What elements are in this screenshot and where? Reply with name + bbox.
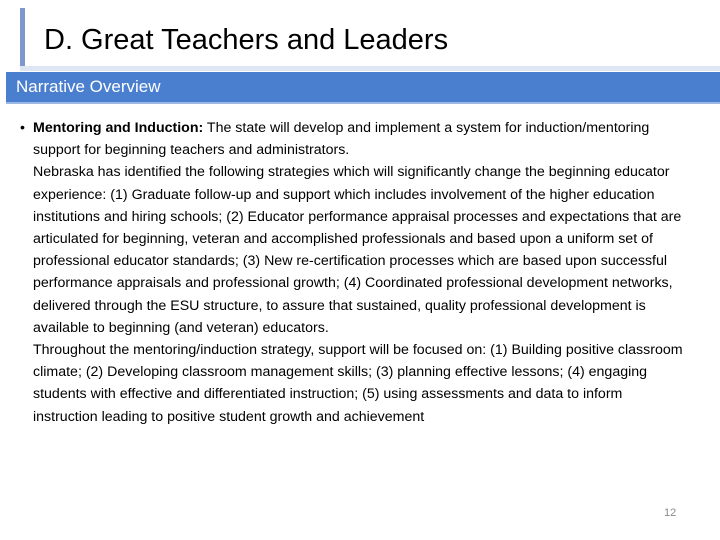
paragraph-text: The state will develop and implement a system for induction/mentoring support for beginning teachers and administrators. — [33, 120, 650, 159]
title-accent-bar — [20, 8, 25, 66]
page-number: 12 — [664, 507, 677, 519]
focus-paragraph: Throughout the mentoring/induction strategy, support will be focused on: (1) Building positive classroom climate; (2) Developing classroom management skills; (3) planning effective lessons; (4) engaging students with effective and differentiated instruction; (5) using assessments and data to inform instruction leading to positive student growth and achievement — [33, 342, 683, 425]
strategies-paragraph: Nebraska has identified the following strategies which will significantly change the beginning educator experience: (1) Graduate follow-up and support which includes involvement of the higher education institutions and hiring schools; (2) Educator performance appraisal processes and expectations that are articulated for beginning, veteran and accomplished professionals and based upon a uniform set of professional educator standards; (3) New re-certification processes which are based upon successful performance appraisals and professional growth; (4) Coordinated professional development networks, delivered through the ESU structure, to assure that sustained, quality professional development is available to beginning (and veteran) educators. — [33, 164, 682, 336]
slide-title: D. Great Teachers and Leaders — [44, 24, 449, 56]
section-header-label: Narrative Overview — [16, 77, 161, 96]
paragraph-lead: Mentoring and Induction: — [33, 120, 204, 136]
slide-body — [20, 117, 690, 428]
section-header-band — [6, 72, 720, 104]
bullet-paragraph-mentoring — [20, 117, 690, 161]
title-divider — [20, 66, 720, 71]
bullet-icon: • — [20, 120, 25, 136]
